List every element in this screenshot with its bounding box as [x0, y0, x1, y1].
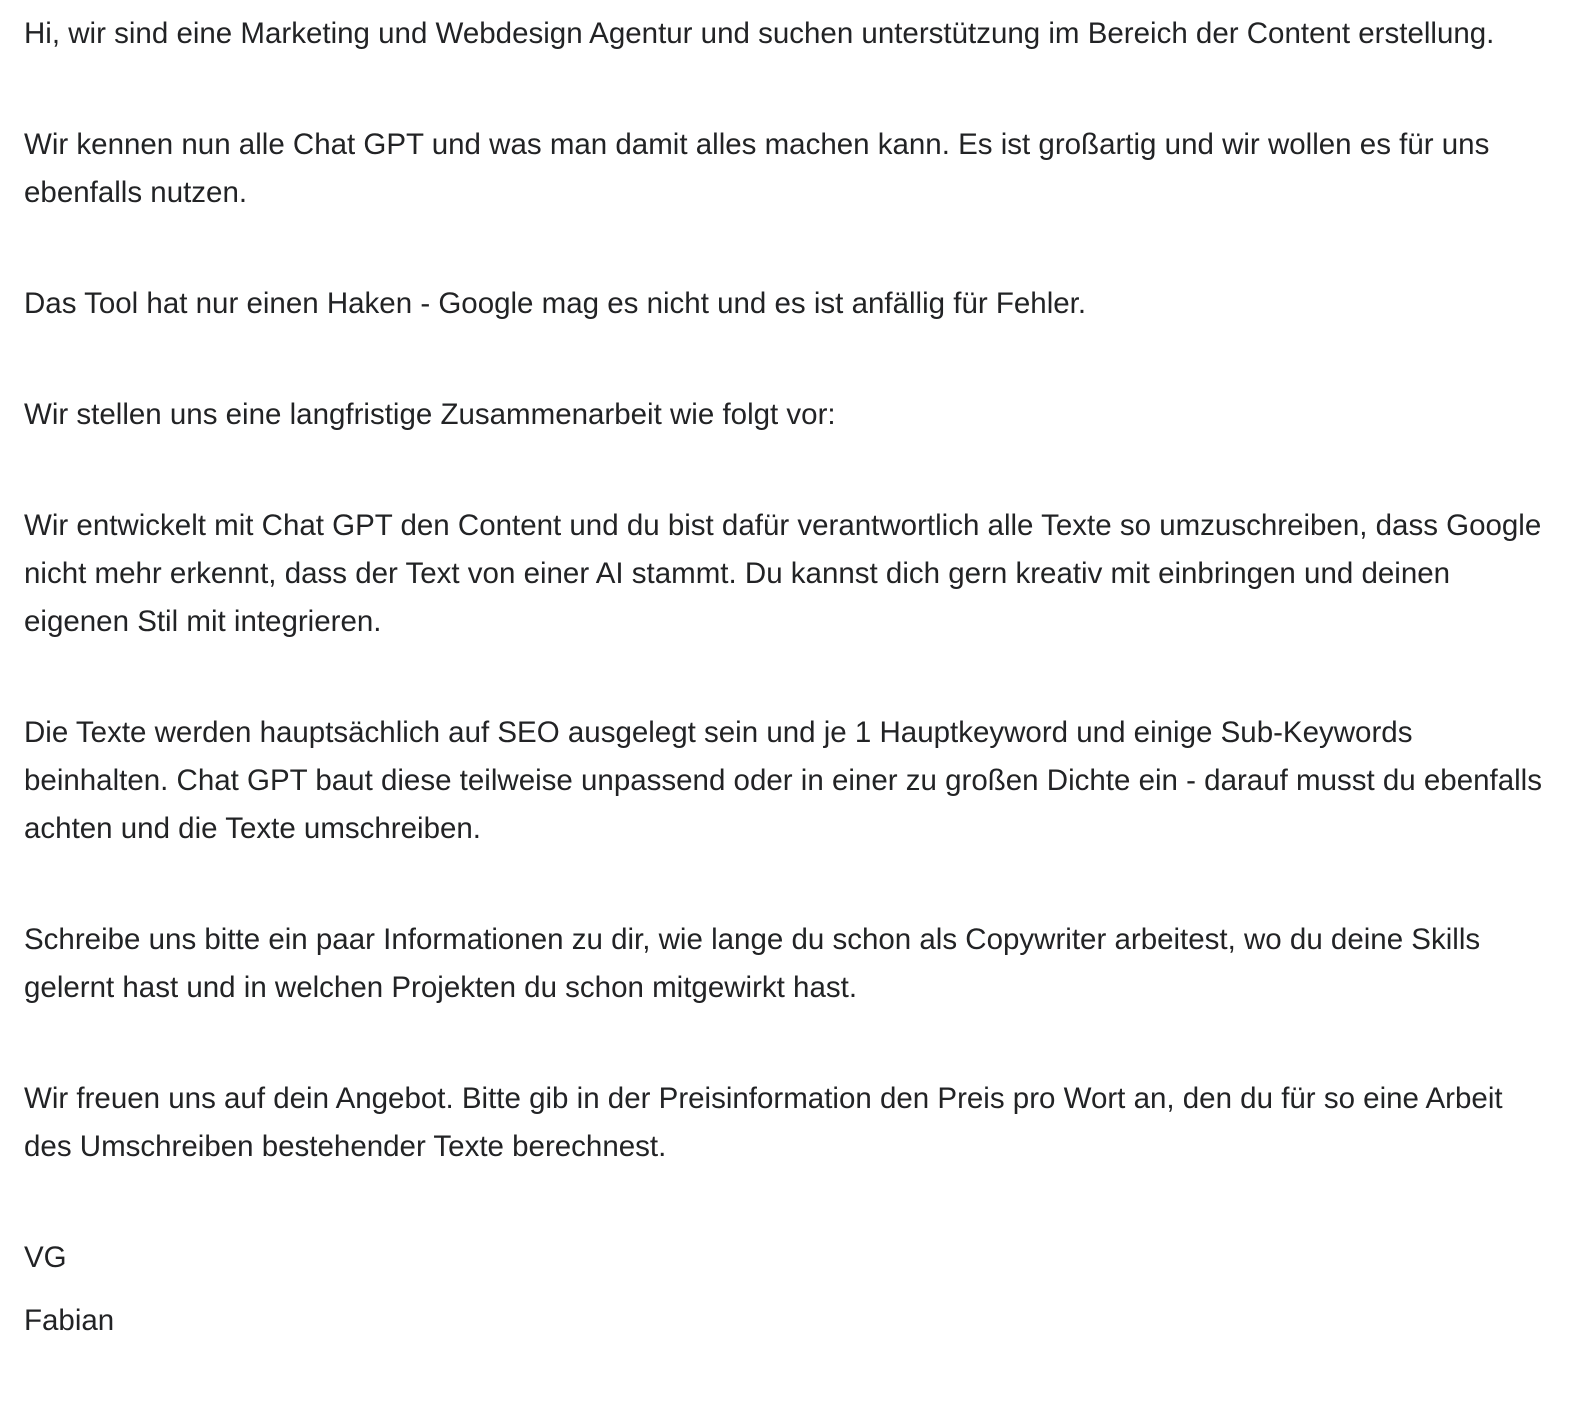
paragraph-workflow: Wir entwickelt mit Chat GPT den Content und du bist dafür verantwortlich alle Texte so umzuschreiben, dass Google nicht mehr erkennt, dass der Text von einer AI stammt. Du kannst dich gern kreativ mit einbringen und deinen eigenen Stil mit integrieren. — [24, 509, 1542, 638]
closing-greeting: VG — [24, 1241, 67, 1274]
message-body — [24, 10, 1554, 1345]
paragraph-tool-issue: Das Tool hat nur einen Haken - Google mag es nicht und es ist anfällig für Fehler. — [24, 287, 1087, 320]
paragraph-seo: Die Texte werden hauptsächlich auf SEO ausgelegt sein und je 1 Hauptkeyword und einige Sub-Keywords beinhalten. Chat GPT baut diese teilweise unpassend oder in einer zu großen Dichte ein - darauf musst du ebenfalls achten und die Texte umschreiben. — [24, 716, 1542, 845]
signature: Fabian — [24, 1304, 115, 1337]
paragraph-chatgpt: Wir kennen nun alle Chat GPT und was man damit alles machen kann. Es ist großartig und wir wollen es für uns ebenfalls nutzen. — [24, 128, 1490, 209]
paragraph-collaboration: Wir stellen uns eine langfristige Zusammenarbeit wie folgt vor: — [24, 398, 836, 431]
paragraph-offer: Wir freuen uns auf dein Angebot. Bitte gib in der Preisinformation den Preis pro Wort an, den du für so eine Arbeit des Umschreiben bestehender Texte berechnest. — [24, 1082, 1503, 1163]
paragraph-intro: Hi, wir sind eine Marketing und Webdesign Agentur und suchen unterstützung im Bereich der Content erstellung. — [24, 17, 1495, 50]
paragraph-about-you: Schreibe uns bitte ein paar Informationen zu dir, wie lange du schon als Copywriter arbeitest, wo du deine Skills gelernt hast und in welchen Projekten du schon mitgewirkt hast. — [24, 923, 1481, 1004]
